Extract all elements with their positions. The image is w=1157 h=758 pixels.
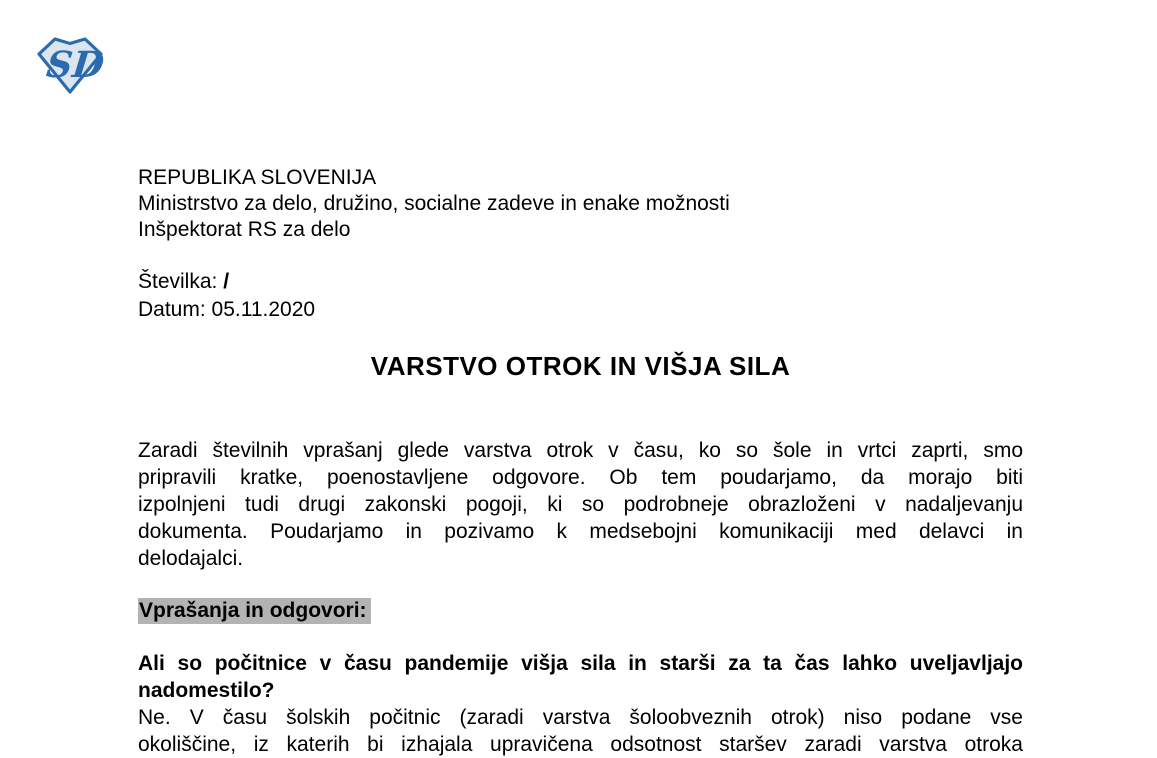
ministry-logo xyxy=(33,33,107,97)
intro-line: dokumenta. Poudarjamo in pozivamo k medsebojni komunikaciji med delavci in xyxy=(138,520,1023,543)
letterhead-line-ministry: Ministrstvo za delo, družino, socialne zadeve in enake možnosti xyxy=(138,192,730,215)
logo-letters: SD xyxy=(44,43,107,86)
question-line: nadomestilo? xyxy=(138,679,275,702)
date-value: 05.11.2020 xyxy=(211,298,316,321)
document-title: VARSTVO OTROK IN VIŠJA SILA xyxy=(370,351,791,381)
date-row xyxy=(138,296,1023,324)
reference-number-label: Številka: xyxy=(138,270,218,293)
intro-paragraph xyxy=(138,437,1023,572)
intro-line: pripravili kratke, poenostavljene odgovore. Ob tem poudarjamo, da morajo biti xyxy=(138,466,1023,489)
question-line: Ali so počitnice v času pandemije višja sila in starši za ta čas lahko uveljavljajo xyxy=(138,652,1023,675)
document-meta xyxy=(138,268,1023,324)
reference-number-row xyxy=(138,268,1023,296)
qa-section-heading-text: Vprašanja in odgovori: xyxy=(138,598,371,624)
answer-line: Ne. V času šolskih počitnic (zaradi varstva šoloobveznih otrok) niso podane vse xyxy=(138,706,1023,729)
answer-line: okoliščine, iz katerih bi izhajala upravičena odsotnost staršev zaradi varstva otroka xyxy=(138,733,1023,756)
answer-paragraph xyxy=(138,704,1023,758)
letterhead xyxy=(138,165,1023,243)
question-paragraph xyxy=(138,650,1023,704)
letterhead-line-inspectorate: Inšpektorat RS za delo xyxy=(138,218,351,241)
date-label: Datum: xyxy=(138,298,206,321)
intro-line: Zaradi številnih vprašanj glede varstva otrok v času, ko so šole in vrtci zaprti, smo xyxy=(138,439,1023,462)
letterhead-line-country: REPUBLIKA SLOVENIJA xyxy=(138,166,377,189)
reference-number-value: / xyxy=(223,270,230,293)
intro-line: izpolnjeni tudi drugi zakonski pogoji, ki so podrobneje obrazloženi v nadaljevanju xyxy=(138,493,1023,516)
sd-shield-icon xyxy=(33,33,107,97)
intro-line: delodajalci. xyxy=(138,547,244,570)
qa-section-heading xyxy=(138,597,371,625)
